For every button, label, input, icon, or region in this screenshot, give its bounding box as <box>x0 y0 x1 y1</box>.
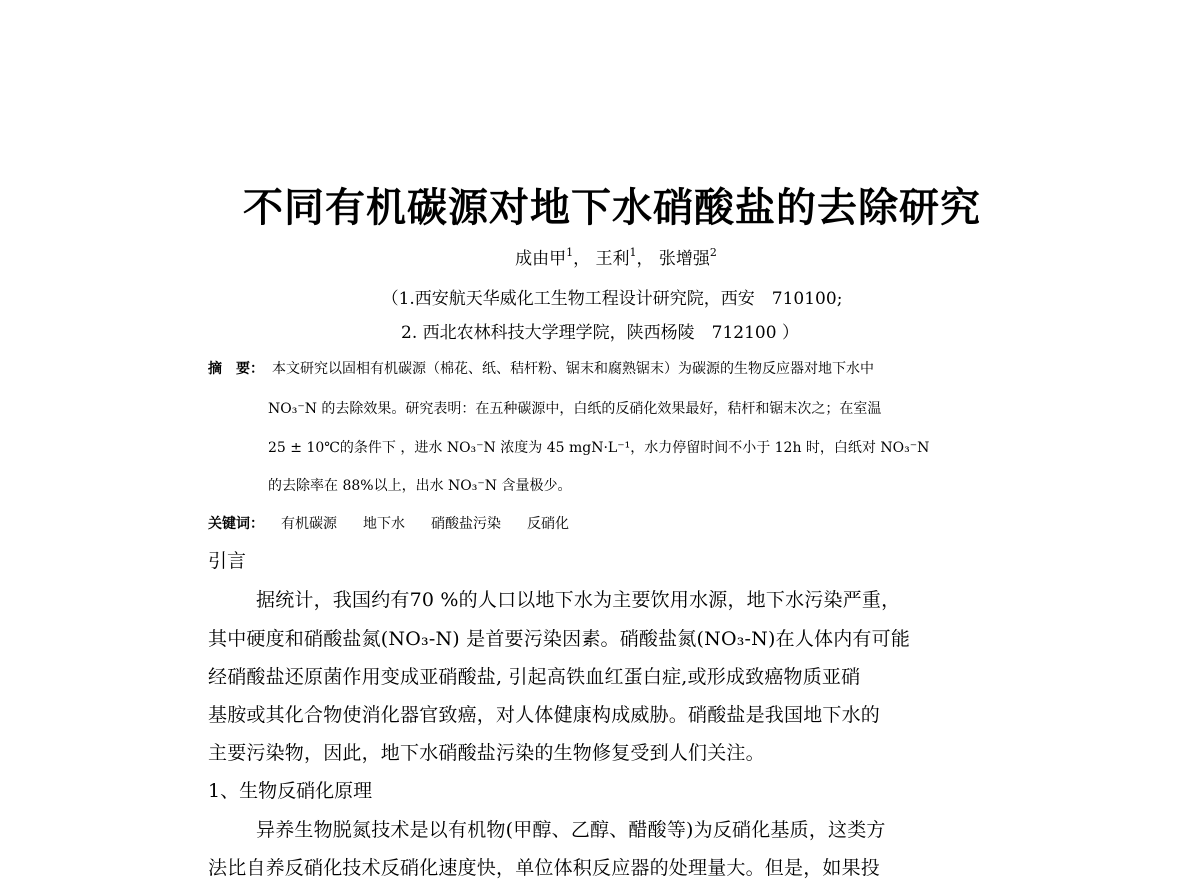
author-affiliation-mark: 1 <box>566 246 574 259</box>
author-separator: ， <box>636 249 654 269</box>
intro-paragraph-line: 据统计，我国约有70 %的人口以地下水为主要饮用水源，地下水污染严重， <box>256 589 901 611</box>
abstract-line: NO₃⁻N 的去除效果。研究表明：在五种碳源中，白纸的反硝化效果最好，秸杆和锯末次之；在室温 <box>268 401 882 417</box>
paper-title: 不同有机碳源对地下水硝酸盐的去除研究 <box>243 184 981 231</box>
keywords-list <box>281 513 569 533</box>
intro-paragraph-line: 基胺或其化合物使消化器官致癌，对人体健康构成威胁。硝酸盐是我国地下水的 <box>208 704 881 726</box>
author-affiliation-mark: 1 <box>629 246 637 259</box>
author-separator: ， <box>573 249 591 269</box>
author-name: 王利 <box>595 249 630 269</box>
affiliation-2: 2. 西北农林科技大学理学院，陕西杨陵 712100 ） <box>401 323 799 343</box>
keyword: 地下水 <box>363 516 405 532</box>
keyword: 有机碳源 <box>281 516 337 532</box>
intro-paragraph-line: 其中硬度和硝酸盐氮(NO₃-N) 是首要污染因素。硝酸盐氮(NO₃-N)在人体内有可能 <box>208 628 911 650</box>
keyword: 硝酸盐污染 <box>431 516 501 532</box>
section-1-heading: 1、生物反硝化原理 <box>208 780 373 802</box>
author-list <box>0 244 1200 269</box>
intro-paragraph-line: 主要污染物，因此，地下水硝酸盐污染的生物修复受到人们关注。 <box>208 742 765 764</box>
author-name: 张增强 <box>658 249 710 269</box>
section-1-paragraph-line: 法比自养反硝化技术反硝化速度快，单位体积反应器的处理量大。但是，如果投 <box>208 857 881 879</box>
abstract-line: 25 ± 10℃的条件下 ，进水 NO₃⁻N 浓度为 45 mgN·L⁻¹，水力停留时间不小于 12h 时，白纸对 NO₃⁻N <box>268 440 930 456</box>
keywords-label: 关键词： <box>208 516 264 532</box>
abstract-line: 本文研究以固相有机碳源（棉花、纸、秸杆粉、锯末和腐熟锯末）为碳源的生物反应器对地下水中 <box>272 361 874 377</box>
abstract-line: 的去除率在 88%以上，出水 NO₃⁻N 含量极少。 <box>268 478 572 494</box>
abstract-label: 摘 要： <box>208 361 264 377</box>
author-affiliation-mark: 2 <box>709 246 717 259</box>
affiliation-1: （1.西安航天华威化工生物工程设计研究院，西安 710100; <box>381 289 843 309</box>
intro-paragraph-line: 经硝酸盐还原菌作用变成亚硝酸盐, 引起高铁血红蛋白症,或形成致癌物质亚硝 <box>208 666 861 688</box>
intro-heading: 引言 <box>208 550 247 572</box>
section-1-paragraph-line: 异养生物脱氮技术是以有机物(甲醇、乙醇、醋酸等)为反硝化基质，这类方 <box>256 819 886 841</box>
author-name: 成由甲 <box>515 249 567 269</box>
keyword: 反硝化 <box>527 516 569 532</box>
